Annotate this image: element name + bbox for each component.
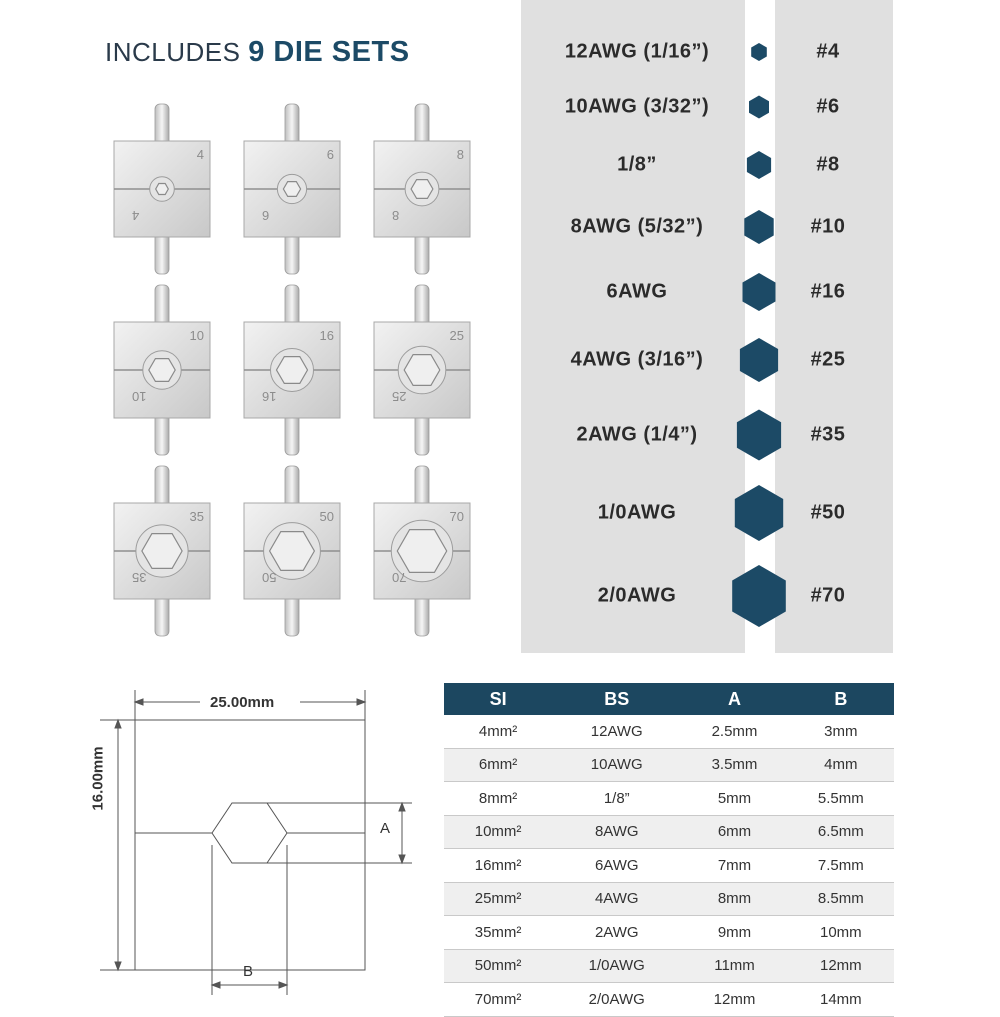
die-mark: 16 xyxy=(319,328,334,343)
size-awg-label: 1/0AWG xyxy=(597,501,677,524)
width-dimension: 25.00mm xyxy=(210,694,275,711)
table-cell: 1/0AWG xyxy=(552,949,681,983)
size-awg-label: 12AWG (1/16”) xyxy=(564,40,710,63)
table-cell: 10mm xyxy=(788,916,894,950)
table-cell: 4mm xyxy=(788,748,894,782)
table-cell: 50mm² xyxy=(444,949,552,983)
hex-size-icon xyxy=(751,43,767,61)
table-cell: 4mm² xyxy=(444,715,552,748)
table-row xyxy=(444,782,894,816)
size-awg-label: 6AWG xyxy=(606,280,668,303)
die-mark-inverted: 4 xyxy=(132,208,140,223)
die-mark: 25 xyxy=(449,328,464,343)
table-cell: 5.5mm xyxy=(788,782,894,816)
table-cell: 35mm² xyxy=(444,916,552,950)
size-number-label: #4 xyxy=(816,40,840,63)
table-cell: 16mm² xyxy=(444,849,552,883)
table-cell: 8.5mm xyxy=(788,882,894,916)
die-mark: 4 xyxy=(196,147,204,162)
table-cell: 6AWG xyxy=(552,849,681,883)
table-row xyxy=(444,748,894,782)
table-cell: 6.5mm xyxy=(788,815,894,849)
table-cell: 9mm xyxy=(681,916,787,950)
die-mark: 50 xyxy=(319,509,334,524)
table-row xyxy=(444,849,894,883)
table-cell: 6mm² xyxy=(444,748,552,782)
table-cell: 8AWG xyxy=(552,815,681,849)
table-cell: 10mm² xyxy=(444,815,552,849)
size-number-label: #6 xyxy=(816,95,840,118)
table-cell: 12mm xyxy=(681,983,787,1017)
table-cell: 12mm xyxy=(788,949,894,983)
dimension-a-label: A xyxy=(380,820,391,837)
table-cell: 4AWG xyxy=(552,882,681,916)
size-awg-label: 1/8” xyxy=(617,153,657,176)
height-dimension: 16.00mm xyxy=(89,746,107,811)
table-cell: 7.5mm xyxy=(788,849,894,883)
die-mark-inverted: 10 xyxy=(132,389,147,404)
die-mark-inverted: 70 xyxy=(392,570,407,585)
table-cell: 7mm xyxy=(681,849,787,883)
table-cell: 6mm xyxy=(681,815,787,849)
die-mark: 10 xyxy=(189,328,204,343)
table-row xyxy=(444,715,894,748)
size-number-label: #8 xyxy=(816,153,840,176)
hex-size-icon xyxy=(744,210,773,244)
die-mark: 35 xyxy=(189,509,204,524)
table-row xyxy=(444,916,894,950)
size-awg-label: 2/0AWG xyxy=(597,584,677,607)
hex-size-icon xyxy=(743,273,776,311)
table-cell: 14mm xyxy=(788,983,894,1017)
title-lead: INCLUDES xyxy=(105,37,249,67)
size-number-label: #50 xyxy=(810,501,846,524)
table-header-cell: B xyxy=(788,683,894,715)
table-row xyxy=(444,949,894,983)
table-cell: 2.5mm xyxy=(681,715,787,748)
die-mark: 8 xyxy=(456,147,464,162)
size-number-label: #35 xyxy=(810,423,846,446)
die-mark: 70 xyxy=(449,509,464,524)
size-number-label: #25 xyxy=(810,348,846,371)
table-cell: 3.5mm xyxy=(681,748,787,782)
die-mark-inverted: 50 xyxy=(262,570,277,585)
spec-table-header xyxy=(444,683,894,715)
table-cell: 1/8” xyxy=(552,782,681,816)
die-mark-inverted: 35 xyxy=(132,570,147,585)
size-awg-label: 4AWG (3/16”) xyxy=(570,348,704,371)
spec-table xyxy=(444,683,894,1017)
die-mark-inverted: 25 xyxy=(392,389,407,404)
table-header-cell: BS xyxy=(552,683,681,715)
table-row xyxy=(444,882,894,916)
size-awg-label: 10AWG (3/32”) xyxy=(564,95,710,118)
die-mark-inverted: 8 xyxy=(392,208,400,223)
table-cell: 8mm² xyxy=(444,782,552,816)
size-number-label: #70 xyxy=(810,584,846,607)
table-cell: 12AWG xyxy=(552,715,681,748)
table-cell: 8mm xyxy=(681,882,787,916)
hex-cavity xyxy=(212,803,287,863)
table-cell: 3mm xyxy=(788,715,894,748)
dimension-diagram xyxy=(0,0,440,1000)
table-cell: 2AWG xyxy=(552,916,681,950)
die-mark-inverted: 6 xyxy=(262,208,270,223)
dimension-b-label: B xyxy=(243,963,254,980)
size-number-label: #16 xyxy=(810,280,846,303)
table-row xyxy=(444,815,894,849)
size-number-label: #10 xyxy=(810,215,846,238)
die-mark: 6 xyxy=(326,147,334,162)
table-cell: 5mm xyxy=(681,782,787,816)
size-awg-label: 8AWG (5/32”) xyxy=(570,215,704,238)
table-cell: 2/0AWG xyxy=(552,983,681,1017)
table-header-cell: A xyxy=(681,683,787,715)
table-header-cell: SI xyxy=(444,683,552,715)
table-cell: 11mm xyxy=(681,949,787,983)
table-cell: 10AWG xyxy=(552,748,681,782)
size-awg-label: 2AWG (1/4”) xyxy=(576,423,698,446)
die-mark-inverted: 16 xyxy=(262,389,277,404)
table-cell: 70mm² xyxy=(444,983,552,1017)
hex-size-icon xyxy=(747,151,771,179)
title-emphasis: 9 DIE SETS xyxy=(248,36,410,68)
table-row xyxy=(444,983,894,1017)
table-cell: 25mm² xyxy=(444,882,552,916)
hex-size-icon xyxy=(749,96,769,119)
